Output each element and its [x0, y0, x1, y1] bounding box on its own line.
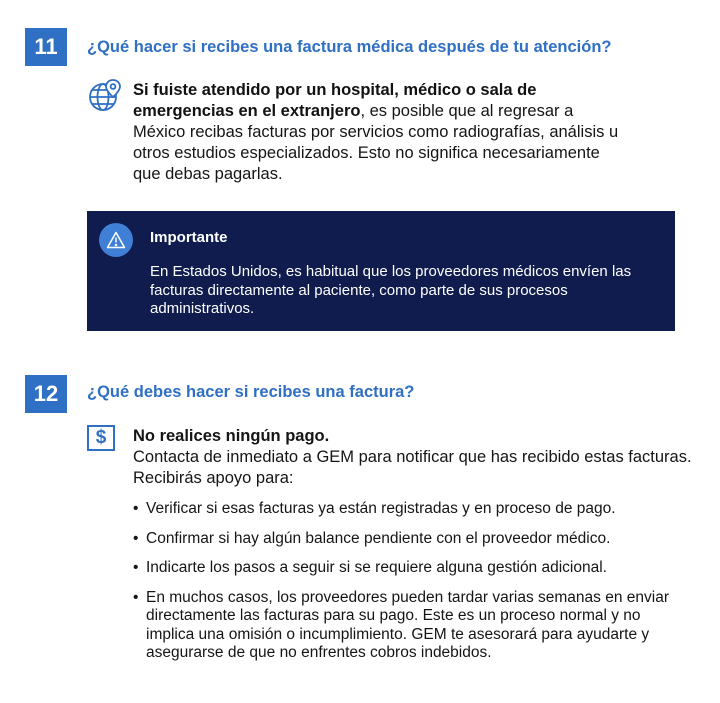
- list-item-text: Confirmar si hay algún balance pendiente con el proveedor médico.: [146, 529, 611, 547]
- section-number-11: 11: [25, 28, 67, 66]
- bullet-icon: •: [133, 588, 139, 606]
- list-item-text: En muchos casos, los proveedores pueden tardar varias semanas en enviar directamente las facturas para su pago. Este es un proceso normal y no implica una omisión o incumplimiento. GEM te asesorará para ayudarte y asegurarse de que no enfrentes cobros indebidos.: [146, 588, 669, 661]
- support-list: [133, 500, 693, 674]
- section-12-lead: [133, 426, 708, 489]
- section-title-12: ¿Qué debes hacer si recibes una factura?: [87, 383, 415, 401]
- bullet-icon: •: [133, 500, 139, 517]
- bullet-icon: •: [133, 529, 139, 547]
- callout-title: Importante: [150, 229, 228, 246]
- intro-bold-text: Si fuiste atendido por un hospital, médico o sala de emergencias en el extranjero: [133, 81, 537, 120]
- dollar-icon: $: [87, 425, 115, 451]
- list-item: [133, 559, 693, 578]
- section-number-12: 12: [25, 375, 67, 413]
- globe-location-icon: [87, 78, 123, 119]
- list-item: [133, 530, 693, 549]
- important-callout: [87, 211, 675, 331]
- bullet-icon: •: [133, 559, 139, 576]
- lead-text: Contacta de inmediato a GEM para notificar que has recibido estas facturas. Recibirás apoyo para:: [133, 448, 692, 487]
- callout-text: En Estados Unidos, es habitual que los proveedores médicos envíen las facturas directamente al paciente, como parte de sus procesos administrativos.: [150, 263, 632, 317]
- section-title-11: ¿Qué hacer si recibes una factura médica después de tu atención?: [87, 38, 612, 56]
- lead-bold-text: No realices ningún pago.: [133, 427, 330, 445]
- list-item: [133, 589, 693, 663]
- intro-rest-text: , es posible que al regresar a México recibas facturas por servicios como radiografías, análisis u otros estudios especializados. Esto no significa necesariamente que debas pagarlas.: [133, 102, 619, 183]
- section-11-intro: [133, 80, 623, 185]
- warning-icon: [99, 223, 133, 257]
- list-item: [133, 500, 693, 519]
- list-item-text: Indicarte los pasos a seguir si se requiere alguna gestión adicional.: [146, 559, 607, 576]
- list-item-text: Verificar si esas facturas ya están registradas y en proceso de pago.: [146, 500, 616, 517]
